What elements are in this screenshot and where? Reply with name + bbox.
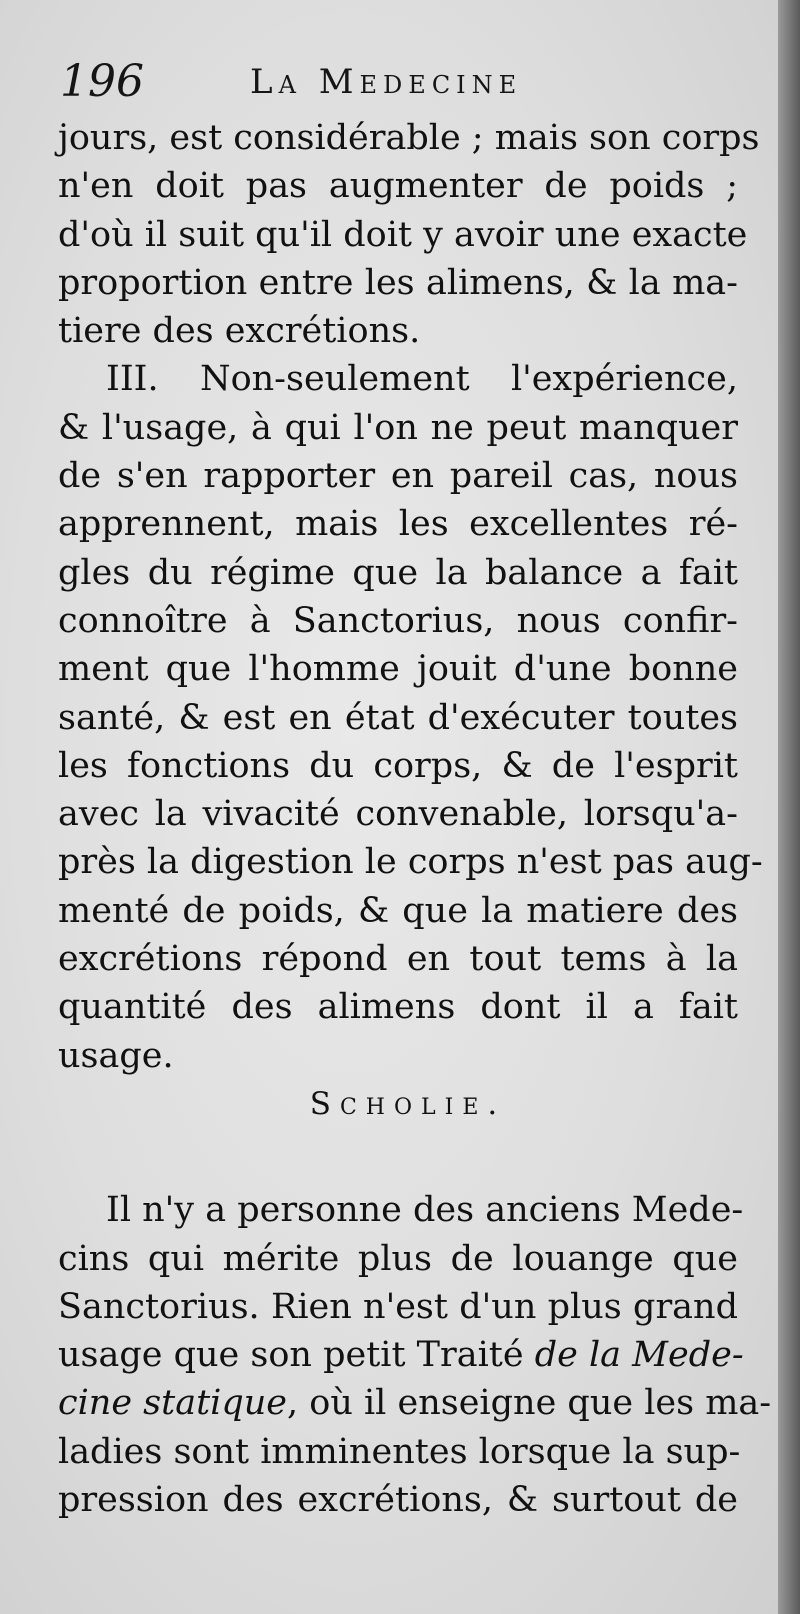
spacer xyxy=(58,1128,738,1186)
text-line: n'en doit pas augmenter de poids ; xyxy=(58,166,738,207)
italic-title: cine statique xyxy=(58,1383,287,1424)
text-line: jours, est considérable ; mais son corps xyxy=(58,118,760,158)
text-fragment: usage que son petit Traité xyxy=(58,1335,524,1376)
text-line: connoître à Sanctorius, nous confir- xyxy=(58,600,738,641)
text-line: de s'en rapporter en pareil cas, nous xyxy=(58,456,738,497)
text-line: d'où il suit qu'il doit y avoir une exacte xyxy=(58,214,748,255)
text-line: menté de poids, & que la matiere des xyxy=(58,890,738,931)
text-line: les fonctions du corps, & de l'esprit xyxy=(58,745,738,786)
text-line: Il n'y a personne des anciens Mede- xyxy=(106,1190,744,1231)
text-line: ladies sont imminentes lorsque la sup- xyxy=(58,1431,741,1472)
running-head: La Medecine xyxy=(250,62,523,102)
text-line: cins qui mérite plus de louange que xyxy=(58,1238,738,1279)
text-line: apprennent, mais les excellentes ré- xyxy=(58,504,738,545)
text-line: III. Non-seulement l'expérience, xyxy=(106,359,738,400)
text-line: & l'usage, à qui l'on ne peut manquer xyxy=(58,407,738,448)
body-text xyxy=(58,114,772,1524)
text-line xyxy=(58,1379,772,1427)
text-line: proportion entre les alimens, & la ma- xyxy=(58,262,738,303)
text-line: avec la vivacité convenable, lorsqu'a- xyxy=(58,794,738,835)
text-line: pression des excrétions, & surtout de xyxy=(58,1480,738,1521)
text-line: gles du régime que la balance a fait xyxy=(58,552,738,593)
text-line xyxy=(58,1331,744,1379)
text-line: excrétions répond en tout tems à la xyxy=(58,939,738,980)
italic-title: de la Mede- xyxy=(534,1335,744,1376)
text-line: Sanctorius. Rien n'est d'un plus grand xyxy=(58,1286,738,1327)
text-line: tiere des excrétions. xyxy=(58,311,421,352)
text-line: usage. xyxy=(58,1035,174,1076)
page-edge-shadow xyxy=(778,0,800,1614)
page-header xyxy=(60,52,740,112)
text-fragment: , où il enseigne que les ma- xyxy=(287,1383,772,1424)
text-line: santé, & est en état d'exécuter toutes xyxy=(58,697,738,738)
text-line: quantité des alimens dont il a fait xyxy=(58,987,738,1028)
text-line: ment que l'homme jouit d'une bonne xyxy=(58,649,738,690)
section-heading: Scholie. xyxy=(309,1085,507,1122)
text-line: près la digestion le corps n'est pas aug- xyxy=(58,842,763,883)
page-number: 196 xyxy=(60,56,144,107)
